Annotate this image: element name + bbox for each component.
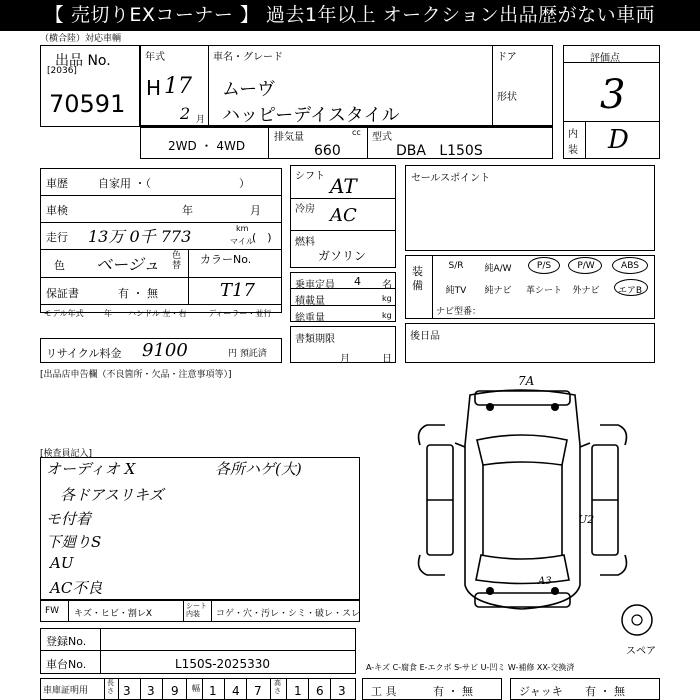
drive-type: 2WD ・ 4WD [168,139,246,153]
length-digit-2: 3 [147,684,155,698]
recycle-value: 9100 [142,340,188,361]
dealer-type: ディーラー・並行 [208,309,272,318]
nav-model-label: ナビ型番： [436,307,482,317]
inspector-heading: [検査員記入] [40,449,93,459]
mileage-unit-km: km [236,224,249,233]
later-items-label: 後日品 [410,331,440,342]
length-digit-3: 9 [171,684,179,698]
inspector-note-5: AU [50,554,74,572]
inspector-note-2: 各ドアスリキズ [60,486,164,504]
lot-tag: [2036] [47,66,77,76]
handle-side: ハンドル 左・右 [128,309,187,318]
equip-leather-seat: 革シート [525,286,562,296]
jack-label: ジャッキ [519,685,563,698]
inspection-month: 月 [250,204,261,217]
color-repaint-label: 色替 [172,251,182,271]
equip-abs: ABS [621,261,639,271]
later-items-box [405,323,655,363]
color-value: ベージュ [96,255,160,274]
displacement-label: 排気量 [274,132,304,143]
color-label: 色 [54,259,65,272]
weight-unit: kg [382,311,392,320]
inspector-note-3: モ付着 [46,510,92,528]
equip-power-steering: P/S [536,261,552,271]
model-code-value: DBA L150S [396,143,483,159]
width-digit-3: 7 [254,684,262,698]
sales-point-box [405,165,655,251]
inspector-note-right: 各所ハゲ(大) [215,460,302,478]
height-digit-1: 1 [294,684,302,698]
jack-box [510,678,660,700]
inspection-year: 年 [182,204,193,217]
notes-heading-wrap [40,367,282,380]
inspector-note-4: 下廻りS [46,533,102,551]
shift-label: シフト [295,171,325,182]
mileage-paren: ( ) [252,231,272,244]
width-digit-2: 4 [232,684,240,698]
width-digit-1: 1 [209,684,217,698]
damage-legend: A-キズ C-腐食 E-エクボ S-サビ U-凹ミ W-補修 XX-交換済 [366,663,575,672]
tools-label: 工 具 [371,685,397,698]
model-year-label: 年式 [145,52,165,63]
height-label: 高さ [274,679,281,695]
weight-label: 総重量 [295,313,325,324]
documents-month: 月 [340,354,350,365]
capacity-unit: 名 [382,280,392,291]
lot-box [40,45,140,127]
diagram-tag: A3 [538,576,552,587]
title-banner: 【 売切りEXコーナー 】 過去1年以上 オークション出品歴がない車両 [0,0,700,31]
documents-day: 日 [382,354,392,365]
tools-box [362,678,502,700]
width-label: 幅 [192,684,200,693]
seat-items: コゲ・穴・汚レ・シミ・破レ・スレ [216,609,361,619]
ac-value: AC [330,205,357,226]
garage-cert-label: 車庫証明用 [43,686,89,696]
warranty-label: 保証書 [46,287,79,300]
interior-value: D [608,125,629,155]
spare-tire-label: スペア [626,646,656,657]
model-year-value: 17 [164,74,192,99]
equip-navigation: 純ナビ [484,286,512,296]
body-shape-label: 形状 [497,92,517,103]
jack-value: 有 ・ 無 [585,685,625,698]
ac-label: 冷房 [295,204,315,215]
model-month-unit: 月 [196,115,206,125]
displacement-unit: cc [352,128,361,137]
recycle-unit: 円 預託済 [228,349,267,359]
fw-label: FW [45,606,60,616]
shift-value: AT [330,174,357,198]
mileage-unit-mile: マイル [230,237,254,246]
notes-heading: [出品店申告欄（不良箇所・欠品・注意事項等）] [40,370,232,380]
equip-external-nav: 外ナビ [572,286,600,296]
documents-label: 書類期限 [295,334,335,345]
car-diagram [415,385,630,615]
history-label: 車歴 [46,177,68,190]
model-year-row-label: モデル年式 [44,309,84,318]
displacement-value: 660 [314,143,341,159]
history-value: 自家用 ・（ ） [98,177,250,190]
diagram-top-label: 7A [518,374,535,388]
equip-airbag: エアB [617,286,643,296]
model-year-era: H [146,76,162,100]
height-digit-2: 6 [316,684,324,698]
fuel-label: 燃料 [295,237,315,248]
equip-power-windows: P/W [577,261,595,271]
chassis-label: 車台No. [46,658,87,671]
diagram-side-label: U2 [578,513,595,526]
tools-value: 有 ・ 無 [433,685,473,698]
subheader: （横合陸）対応車輌 [40,34,122,44]
inspection-label: 車検 [46,204,68,217]
interior-label-2: 装 [568,145,578,156]
model-month-value: 2 [180,104,191,123]
warranty-value: 有 ・ 無 [118,287,158,300]
equip-tv: 純TV [445,286,467,296]
mileage-label: 走行 [46,231,68,244]
model-year-row-year: 年 [104,309,112,318]
vehicle-name: ムーヴ [222,79,276,100]
color-number-value: T17 [220,280,255,301]
chassis-value: L150S-2025330 [175,657,270,671]
capacity-value: 4 [354,275,361,288]
capacity-label: 乗車定員 [295,280,335,291]
length-label: 長さ [107,679,114,695]
equip-sunroof: S/R [448,261,464,271]
fuel-value: ガソリン [318,249,367,263]
height-digit-3: 3 [338,684,346,698]
load-unit: kg [382,294,392,303]
color-number-label: カラーNo. [200,253,252,266]
seat-label: シート内装 [186,602,207,618]
inspector-note-1: オーディオ X [46,460,136,478]
lot-label: 出品 No. [55,53,111,69]
lot-number: 70591 [49,90,126,118]
door-label: ドア [497,52,517,63]
registration-label: 登録No. [46,635,87,648]
fw-items: キズ・ヒビ・割レX [74,609,152,619]
inspector-note-6: AC不良 [50,579,103,597]
vehicle-label: 車名・グレード [213,52,283,63]
load-label: 積載量 [295,296,325,307]
model-code-label: 型式 [372,132,392,143]
score-label: 評価点 [590,53,620,64]
length-digit-1: 3 [123,684,131,698]
vehicle-grade: ハッピーデイスタイル [222,105,400,126]
equipment-label: 装備 [412,265,423,292]
mileage-value: 13万 0千 773 [88,227,192,246]
spare-tire-icon [620,603,654,637]
interior-label-1: 内 [568,129,578,140]
equip-alloy-wheels: 純A/W [484,264,512,274]
score-value: 3 [600,72,626,118]
recycle-label: リサイクル料金 [46,347,122,360]
sales-point-label: セールスポイント [411,173,491,184]
